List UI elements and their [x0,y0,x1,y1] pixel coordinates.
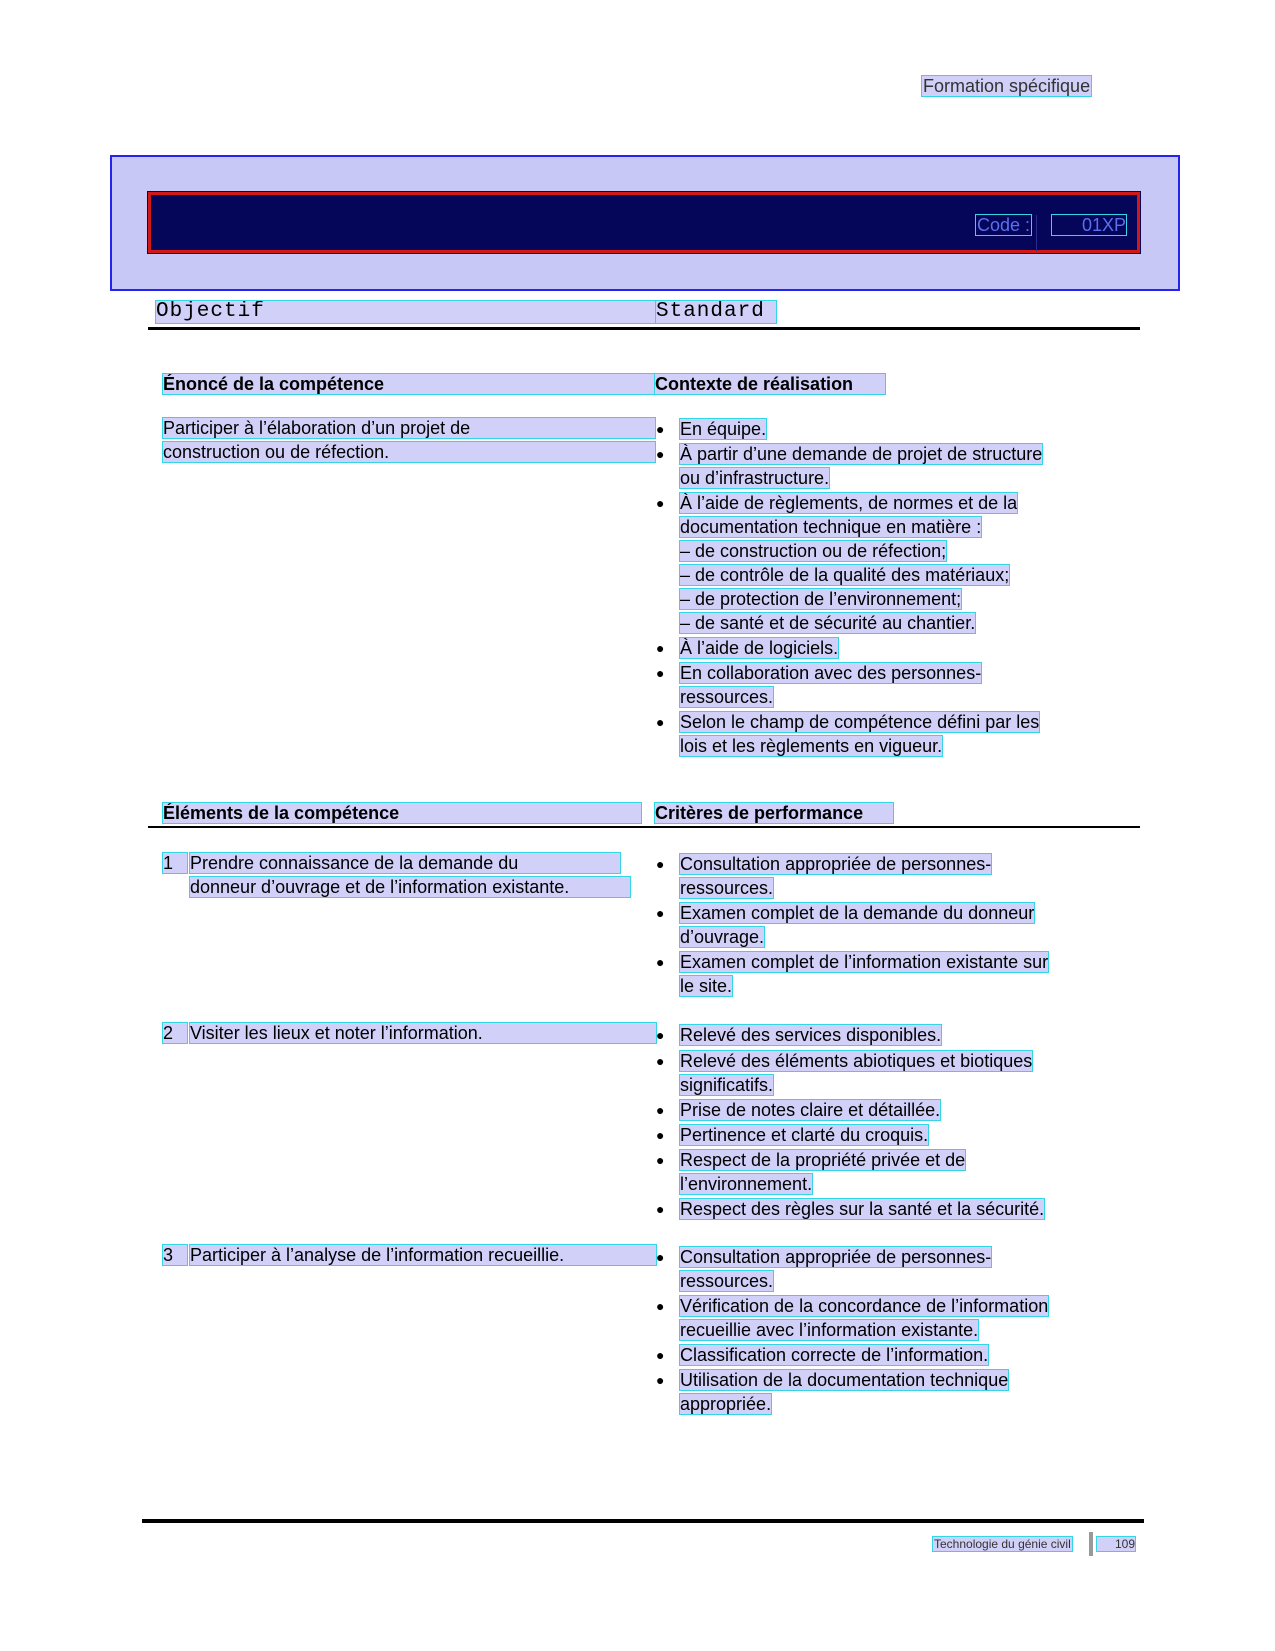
element-number: 3 [163,1245,187,1265]
context-line: À l’aide de règlements, de normes et de la [680,493,1018,513]
criteria-line: Respect des règles sur la santé et la sécurité. [680,1199,1045,1219]
context-line: lois et les règlements en vigueur. [680,736,943,756]
bullet-icon: ● [656,446,665,462]
criteria-line: ressources. [680,878,774,898]
bullet-icon: ● [656,1249,665,1265]
section-rule [148,826,1140,828]
element-number: 2 [163,1023,187,1043]
code-label: Code : [977,215,1031,235]
criteria-line: Utilisation de la documentation technique [680,1370,1009,1390]
footer-rule [142,1519,1144,1523]
criteria-line: Relevé des éléments abiotiques et biotiques [680,1051,1033,1071]
criteria-line: le site. [680,976,733,996]
context-subline: – de construction ou de réfection; [680,541,947,561]
statement-line: construction ou de réfection. [163,442,655,462]
statement-line: Participer à l’élaboration d’un projet de [163,418,655,438]
element-line: donneur d’ouvrage et de l’information existante. [190,877,630,897]
criteria-line: Consultation appropriée de personnes- [680,1247,992,1267]
context-line: ressources. [680,687,774,707]
criteria-line: significatifs. [680,1075,774,1095]
bullet-icon: ● [656,1372,665,1388]
footer-separator [1089,1532,1093,1556]
bullet-icon: ● [656,1298,665,1314]
context-line: À partir d’une demande de projet de structure [680,444,1043,464]
criteria-line: l’environnement. [680,1174,813,1194]
bullet-icon: ● [656,1152,665,1168]
criteria-heading: Critères de performance [655,803,893,823]
header-rule [148,327,1140,330]
objective-column-label: Objectif [156,301,656,323]
bullet-icon: ● [656,665,665,681]
bullet-icon: ● [656,1027,665,1043]
bullet-icon: ● [656,1053,665,1069]
section-label: Formation spécifique [923,76,1091,96]
context-line: À l’aide de logiciels. [680,638,839,658]
criteria-line: appropriée. [680,1394,772,1414]
bullet-icon: ● [656,1102,665,1118]
bullet-icon: ● [656,954,665,970]
criteria-line: Respect de la propriété privée et de [680,1150,966,1170]
context-line: En équipe. [680,419,767,439]
bullet-icon: ● [656,640,665,656]
criteria-line: ressources. [680,1271,774,1291]
element-number: 1 [163,853,187,873]
statement-heading: Énoncé de la compétence [163,374,655,394]
criteria-line: Examen complet de la demande du donneur [680,903,1035,923]
page-number: 109 [1097,1537,1135,1551]
bullet-icon: ● [656,1347,665,1363]
element-line: Prendre connaissance de la demande du [190,853,620,873]
criteria-line: Vérification de la concordance de l’information [680,1296,1049,1316]
bullet-icon: ● [656,1201,665,1217]
context-subline: – de santé et de sécurité au chantier. [680,613,976,633]
footer-program: Technologie du génie civil [934,1537,1071,1551]
code-separator [1036,215,1037,251]
bullet-icon: ● [656,856,665,872]
bullet-icon: ● [656,421,665,437]
context-heading: Contexte de réalisation [655,374,885,394]
criteria-line: Consultation appropriée de personnes- [680,854,992,874]
standard-column-label: Standard [656,301,776,323]
bullet-icon: ● [656,905,665,921]
criteria-line: recueillie avec l’information existante. [680,1320,979,1340]
criteria-line: Pertinence et clarté du croquis. [680,1125,929,1145]
context-subline: – de contrôle de la qualité des matériaux; [680,565,1010,585]
context-line: En collaboration avec des personnes- [680,663,982,683]
code-value: 01XP [1052,215,1126,235]
element-line: Visiter les lieux et noter l’information. [190,1023,656,1043]
context-line: ou d’infrastructure. [680,468,830,488]
criteria-line: Relevé des services disponibles. [680,1025,942,1045]
element-line: Participer à l’analyse de l’information recueillie. [190,1245,656,1265]
bullet-icon: ● [656,495,665,511]
bullet-icon: ● [656,1127,665,1143]
criteria-line: Prise de notes claire et détaillée. [680,1100,941,1120]
context-subline: – de protection de l’environnement; [680,589,962,609]
context-line: Selon le champ de compétence défini par les [680,712,1040,732]
criteria-line: d’ouvrage. [680,927,765,947]
criteria-line: Classification correcte de l’information. [680,1345,989,1365]
bullet-icon: ● [656,714,665,730]
criteria-line: Examen complet de l’information existante sur [680,952,1049,972]
elements-heading: Éléments de la compétence [163,803,641,823]
context-line: documentation technique en matière : [680,517,982,537]
